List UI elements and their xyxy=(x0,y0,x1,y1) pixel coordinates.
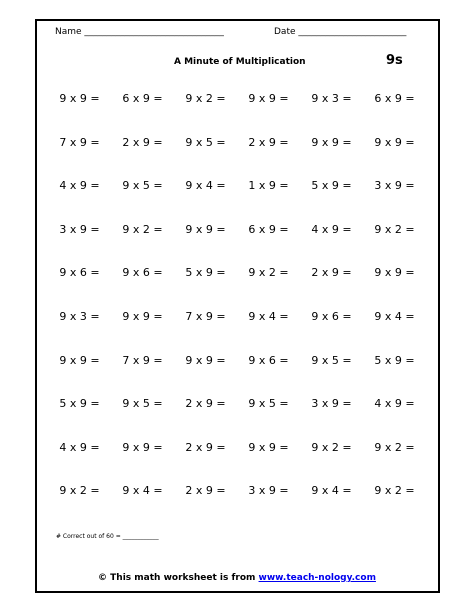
name-field-label[interactable]: Name _______________________________ xyxy=(55,27,224,37)
problem-cell: 9 x 5 = xyxy=(311,353,352,367)
problem-cell: 9 x 9 = xyxy=(59,353,100,367)
problem-cell: 9 x 3 = xyxy=(59,309,100,323)
problem-cell: 7 x 9 = xyxy=(59,135,100,149)
problem-cell: 9 x 9 = xyxy=(59,92,100,105)
problem-cell: 5 x 9 = xyxy=(59,397,100,411)
problem-cell: 9 x 9 = xyxy=(122,440,163,454)
problem-cell: 9 x 4 = xyxy=(185,179,226,193)
problem-cell: 9 x 6 = xyxy=(122,266,163,280)
problem-cell: 9 x 9 = xyxy=(311,135,352,149)
problem-cell: 9 x 9 = xyxy=(248,92,289,105)
problem-cell: 9 x 2 = xyxy=(374,222,415,236)
problem-cell: 5 x 9 = xyxy=(185,266,226,280)
problem-cell: 9 x 2 = xyxy=(311,440,352,454)
problem-cell: 9 x 2 = xyxy=(374,440,415,454)
problem-cell: 9 x 6 = xyxy=(311,309,352,323)
problem-cell: 2 x 9 = xyxy=(185,440,226,454)
problem-cell: 4 x 9 = xyxy=(374,397,415,411)
problem-cell: 3 x 9 = xyxy=(248,484,289,498)
problem-cell: 4 x 9 = xyxy=(311,222,352,236)
problem-cell: 9 x 4 = xyxy=(374,309,415,323)
problem-cell: 9 x 4 = xyxy=(122,484,163,498)
problem-cell: 9 x 9 = xyxy=(374,135,415,149)
problem-cell: 9 x 2 = xyxy=(185,92,226,105)
problem-cell: 9 x 9 = xyxy=(185,222,226,236)
problem-cell: 7 x 9 = xyxy=(185,309,226,323)
problem-cell: 9 x 9 = xyxy=(122,309,163,323)
problem-cell: 9 x 9 = xyxy=(374,266,415,280)
problem-cell: 7 x 9 = xyxy=(122,353,163,367)
problem-cell: 3 x 9 = xyxy=(374,179,415,193)
problem-cell: 2 x 9 = xyxy=(185,484,226,498)
problem-cell: 9 x 6 = xyxy=(59,266,100,280)
problem-cell: 9 x 5 = xyxy=(122,179,163,193)
problem-cell: 9 x 5 = xyxy=(122,397,163,411)
date-field-label[interactable]: Date ________________________ xyxy=(274,27,407,37)
problem-cell: 4 x 9 = xyxy=(59,179,100,193)
problem-cell: 9 x 9 = xyxy=(185,353,226,367)
problem-cell: 6 x 9 = xyxy=(374,92,415,105)
problem-cell: 9 x 6 = xyxy=(248,353,289,367)
problem-cell: 2 x 9 = xyxy=(311,266,352,280)
problem-cell: 4 x 9 = xyxy=(59,440,100,454)
problem-grid xyxy=(48,92,426,528)
problem-cell: 9 x 3 = xyxy=(311,92,352,105)
problem-cell: 9 x 2 = xyxy=(122,222,163,236)
problem-cell: 6 x 9 = xyxy=(248,222,289,236)
footer xyxy=(0,573,474,583)
problem-cell: 9 x 2 = xyxy=(59,484,100,498)
problem-cell: 6 x 9 = xyxy=(122,92,163,105)
problem-cell: 2 x 9 = xyxy=(122,135,163,149)
problem-cell: 2 x 9 = xyxy=(248,135,289,149)
footer-link[interactable]: www.teach-nology.com xyxy=(258,573,376,583)
problem-cell: 9 x 4 = xyxy=(311,484,352,498)
problem-cell: 9 x 5 = xyxy=(248,397,289,411)
problem-cell: 5 x 9 = xyxy=(311,179,352,193)
problem-cell: 5 x 9 = xyxy=(374,353,415,367)
problem-cell: 9 x 2 = xyxy=(374,484,415,498)
problem-cell: 1 x 9 = xyxy=(248,179,289,193)
correct-count-field[interactable]: # Correct out of 60 = ____________ xyxy=(56,533,159,540)
problem-cell: 3 x 9 = xyxy=(59,222,100,236)
problem-cell: 3 x 9 = xyxy=(311,397,352,411)
footer-copyright: © This math worksheet is from xyxy=(98,573,259,583)
worksheet-title: A Minute of Multiplication xyxy=(174,57,306,67)
problem-cell: 2 x 9 = xyxy=(185,397,226,411)
problem-cell: 9 x 9 = xyxy=(248,440,289,454)
problem-cell: 9 x 4 = xyxy=(248,309,289,323)
problem-cell: 9 x 2 = xyxy=(248,266,289,280)
times-table-badge: 9s xyxy=(386,53,403,68)
problem-cell: 9 x 5 = xyxy=(185,135,226,149)
